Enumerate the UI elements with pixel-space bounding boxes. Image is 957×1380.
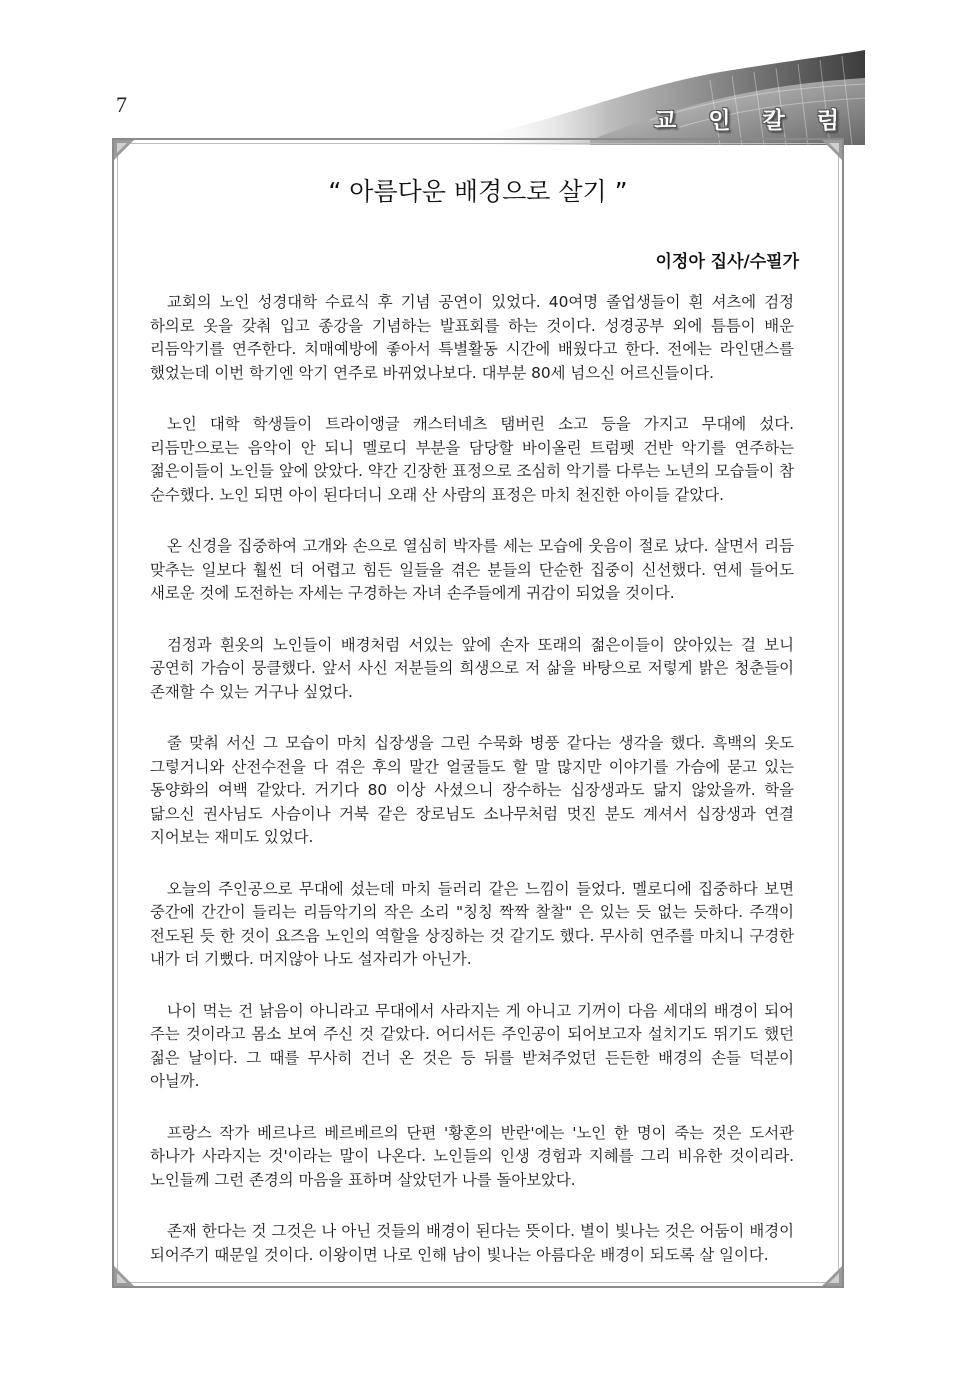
corner-ornament-icon	[113, 139, 135, 161]
article-body	[150, 291, 794, 1295]
paragraph: 줄 맞춰 서신 그 모습이 마치 십장생을 그린 수묵화 병풍 같다는 생각을 했다. 흑백의 옷도 그렇거니와 산전수전을 다 겪은 후의 말간 얼굴들도 할 말 많지만 이야기를 가슴에 묻고 있는 동양화의 여백 같았다. 거기다 80 이상 사셨으니 장수하는 십장생과도 닮지 않았을까. 학을 닮으신 권사님도 사슴이나 거북 같은 장로님도 소나무처럼 멋진 분도 계셔서 십장생과 연결 지어보는 재미도 있었다.	[150, 734, 794, 846]
corner-ornament-icon	[821, 139, 843, 161]
corner-ornament-icon	[113, 1265, 135, 1287]
paragraph: 존재 한다는 것 그것은 나 아닌 것들의 배경이 된다는 뜻이다. 별이 빛나는 것은 어둠이 배경이 되어주기 때문일 것이다. 이왕이면 나로 인해 남이 빛나는 아름다운 배경이 되도록 살 일이다.	[150, 1222, 794, 1264]
paragraph: 검정과 흰옷의 노인들이 배경처럼 서있는 앞에 손자 또래의 젊은이들이 앉아있는 걸 보니 공연히 가슴이 뭉클했다. 앞서 사신 저분들의 희생으로 저 삶을 바탕으로 저렇게 밝은 청춘들이 존재할 수 있는 거구나 싶었다.	[150, 635, 794, 701]
corner-ornament-icon	[821, 1265, 843, 1287]
article-title: “ 아름다운 배경으로 살기 ”	[328, 177, 628, 206]
paragraph: 나이 먹는 건 낡음이 아니라고 무대에서 사라지는 게 아니고 기꺼이 다음 세대의 배경이 되어 주는 것이라고 몸소 보여 주신 것 같았다. 어디서든 주인공이 되어보고자 설치기도 뛰기도 했던 젊은 날이다. 그 때를 무사히 건너 온 것은 등 뒤를 받쳐주었던 든든한 배경의 손들 덕분이 아닐까.	[150, 1001, 794, 1090]
paragraph: 노인 대학 학생들이 트라이앵글 캐스터네츠 탬버린 소고 등을 가지고 무대에 섰다. 리듬만으로는 음악이 안 되니 멜로디 부분을 담당할 바이올린 트럼펫 건반 악기를 연주하는 젊은이들이 노인들 앞에 앉았다. 약간 긴장한 표정으로 조심히 악기를 다루는 노년의 모습들이 참 순수했다. 노인 되면 아이 된다더니 오래 산 사람의 표정은 마치 천진한 아이들 같았다.	[150, 415, 794, 504]
paragraph: 오늘의 주인공으로 무대에 섰는데 마치 들러리 같은 느낌이 들었다. 멜로디에 집중하다 보면 중간에 간간이 들리는 리듬악기의 작은 소리 "칭칭 짝짝 찰찰" 은 있는 듯 없는 듯하다. 주객이 전도된 듯 한 것이 요즈음 노인의 역할을 상징하는 것 같기도 했다. 무사히 연주를 마치니 구경한 내가 더 기뻤다. 머지않아 나도 설자리가 아닌가.	[150, 879, 794, 968]
section-label: 교 인 칼 럼	[654, 108, 851, 134]
paragraph: 온 신경을 집중하여 고개와 손으로 열심히 박자를 세는 모습에 웃음이 절로 났다. 살면서 리듬 맞추는 일보다 훨씬 더 어렵고 힘든 일들을 겪은 분들의 단순한 집중이 신선했다. 연세 들어도 새로운 것에 도전하는 자세는 구경하는 자녀 손주들에게 귀감이 되었을 것이다.	[150, 537, 794, 602]
page-number: 7	[116, 92, 127, 117]
paragraph: 프랑스 작가 베르나르 베르베르의 단편 '황혼의 반란'에는 '노인 한 명이 죽는 것은 도서관 하나가 사라지는 것'이라는 말이 나온다. 노인들의 인생 경험과 지혜를 그리 비유한 것이리라. 노인들께 그런 존경의 마음을 표하며 살았던가 나를 돌아보았다.	[150, 1123, 794, 1189]
paragraph: 교회의 노인 성경대학 수료식 후 기념 공연이 있었다. 40여명 졸업생들이 흰 셔츠에 검정 하의로 옷을 갖춰 입고 종강을 기념하는 발표회를 하는 것이다. 성경공부 외에 틈틈이 배운 리듬악기를 연주한다. 치매예방에 좋아서 특별활동 시간에 배웠다고 한다. 전에는 라인댄스를 했었는데 이번 학기엔 악기 연주로 바뀌었나보다. 대부분 80세 넘으신 어르신들이다.	[150, 293, 794, 382]
article-author: 이정아 집사/수필가	[655, 252, 799, 272]
